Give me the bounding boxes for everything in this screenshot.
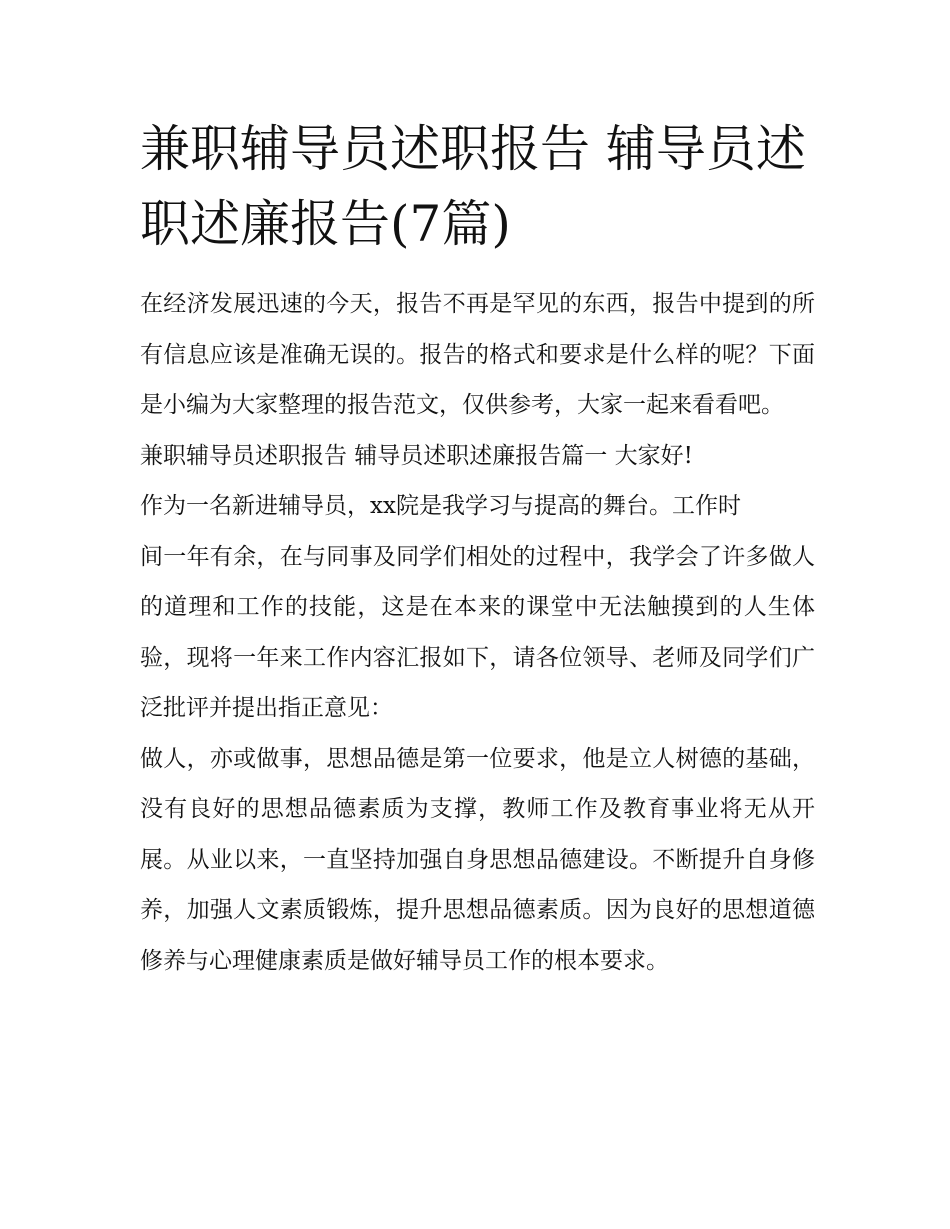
body-paragraph: 作为一名新进辅导员，xx院是我学习与提高的舞台。工作时 xyxy=(140,493,741,519)
document-title: 兼职辅导员述职报告 辅导员述职述廉报告(7篇) xyxy=(140,120,806,253)
document-body xyxy=(140,112,815,986)
title-spacer xyxy=(140,262,815,279)
intro-paragraph: 在经济发展迅速的今天，报告不再是罕见的东西，报告中提到的所有信息应该是准确无误的。报告的格式和要求是什么样的呢？下面是小编为大家整理的报告范文，仅供参考，大家一起来看看吧。 xyxy=(140,291,815,418)
body-paragraph: 做人，亦或做事，思想品德是第一位要求，他是立人树德的基础，没有良好的思想品德素质为支撑，教师工作及教育事业将无从开展。从业以来，一直坚持加强自身思想品德建设。不断提升自身修养，加强人文素质锻炼，提升思想品德素质。因为良好的思想道德修养与心理健康素质是做好辅导员工作的根本要求。 xyxy=(140,745,815,974)
section-heading-paragraph: 兼职辅导员述职报告 辅导员述职述廉报告篇一 大家好! xyxy=(140,442,693,469)
body-paragraph: 间一年有余，在与同事及同学们相处的过程中，我学会了许多做人的道理和工作的技能，这是在本来的课堂中无法触摸到的人生体验，现将一年来工作内容汇报如下，请各位领导、老师及同学们广泛批评并提出指正意见： xyxy=(140,543,815,721)
